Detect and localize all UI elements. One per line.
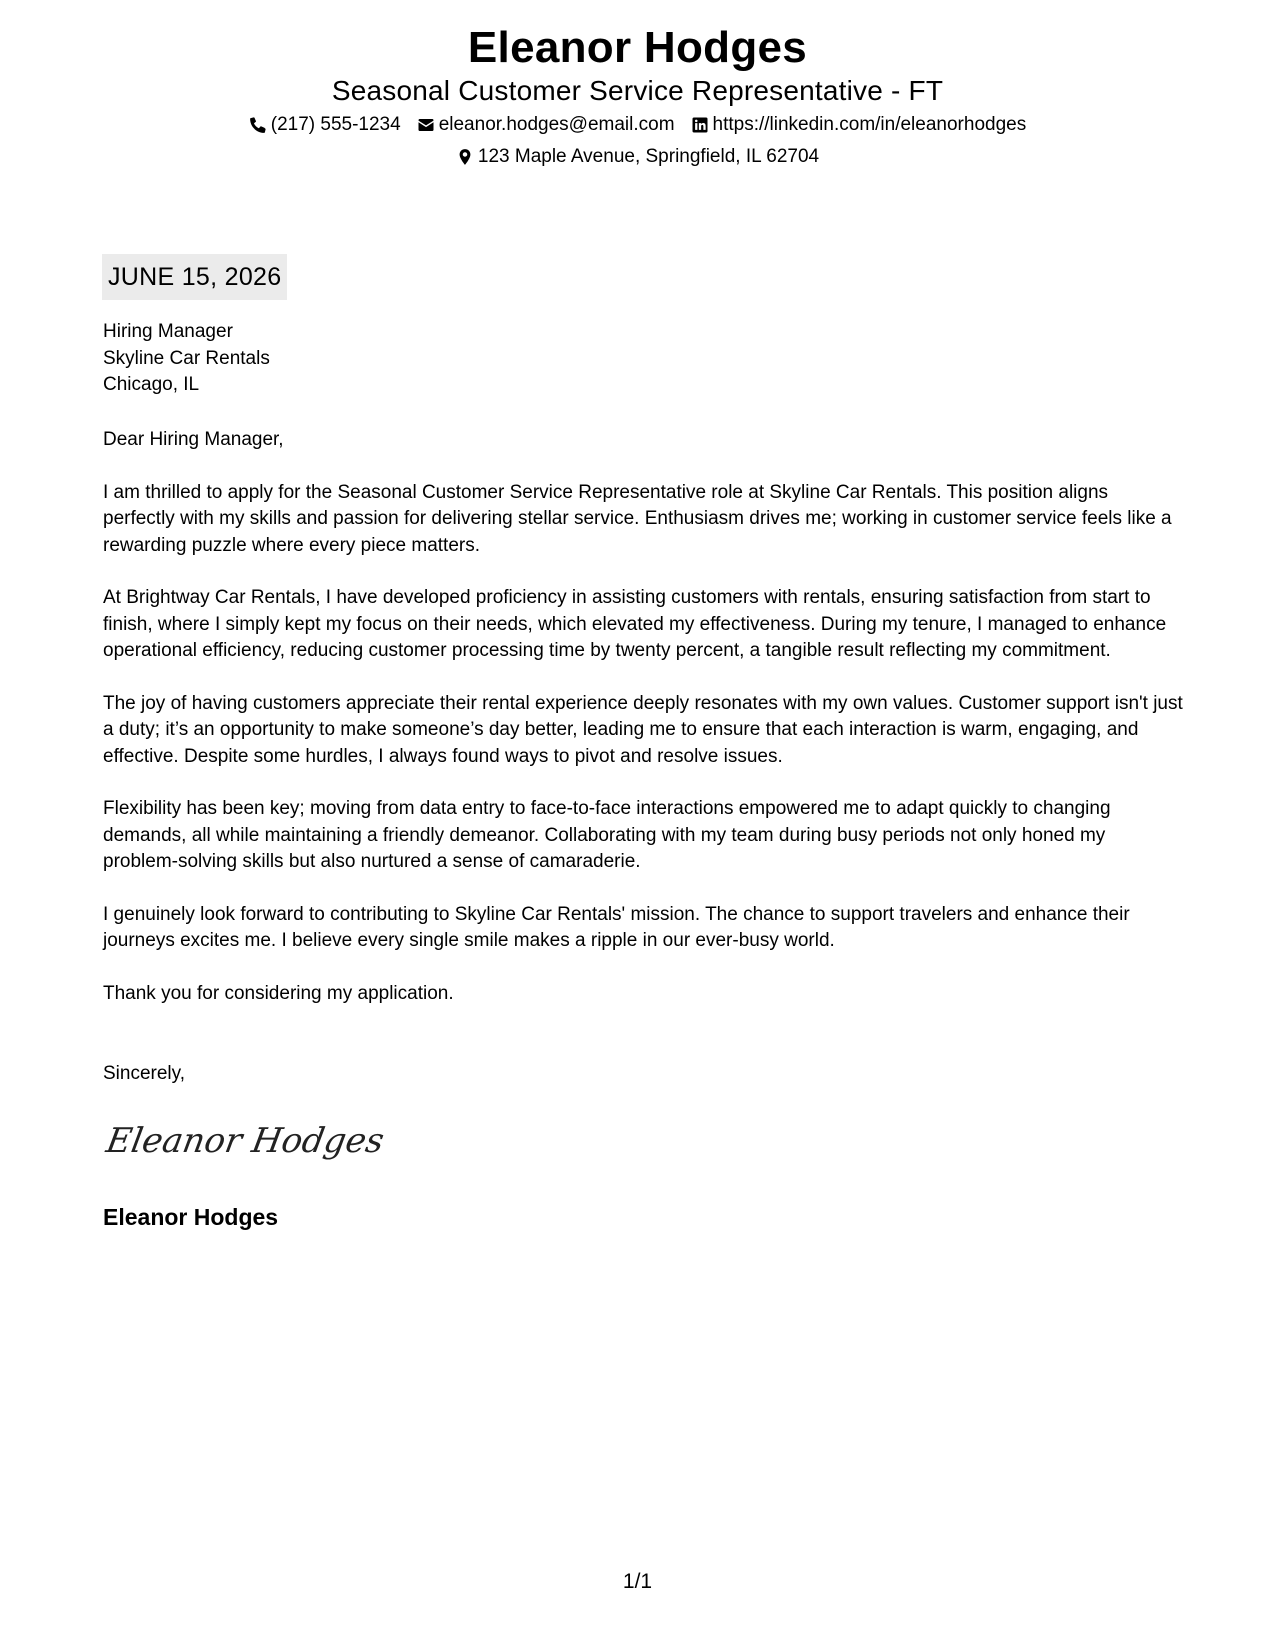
applicant-name: Eleanor Hodges [467,23,808,72]
paragraph-values: The joy of having customers appreciate their rental experience deeply resonates with my own values. Customer support isn't just a duty; it’s an opportunity to make someone’s day better, leading me to ensure that each interaction is warm, engaging, and effective. Despite some hurdles, I always found ways to pivot and resolve issues. [103,692,1183,767]
linkedin-icon [691,116,709,134]
handwritten-signature [103,1112,388,1168]
recipient-company: Skyline Car Rentals [103,347,270,369]
paragraph-intro: I am thrilled to apply for the Seasonal Customer Service Representative role at Skyline Car Rentals. This position aligns perfectly with my skills and passion for delivering stellar service. Enthusiasm drives me; working in customer service feels like a rewarding puzzle where every piece matters. [103,481,1172,556]
letter-date: JUNE 15, 2026 [102,254,287,300]
page-number: 1/1 [622,1570,653,1593]
address-row [0,144,1275,170]
linkedin-url: https://linkedin.com/in/eleanorhodges [712,114,1027,135]
recipient-block [103,319,270,399]
contact-email[interactable] [417,112,675,138]
signature-text: Eleanor Hodges [103,1121,388,1161]
closing: Sincerely, [103,1063,186,1084]
signer-name: Eleanor Hodges [103,1204,279,1230]
salutation: Dear Hiring Manager, [103,429,284,450]
recipient-location: Chicago, IL [103,374,200,395]
contact-linkedin[interactable] [691,112,1027,138]
recipient-title: Hiring Manager [103,321,233,342]
envelope-icon [417,116,435,134]
map-pin-icon [456,148,474,166]
contact-row [0,112,1275,138]
street-address: 123 Maple Avenue, Springfield, IL 62704 [477,146,820,167]
paragraph-thanks: Thank you for considering my application. [103,982,454,1004]
email-address: eleanor.hodges@email.com [438,114,675,135]
phone-number: (217) 555-1234 [270,114,401,135]
letter-body [103,427,1183,1033]
contact-phone[interactable] [249,112,401,138]
contact-address [456,144,819,170]
letter-header [0,22,1275,170]
paragraph-flexibility: Flexibility has been key; moving from data entry to face-to-face interactions empowered me to adapt quickly to changing demands, all while maintaining a friendly demeanor. Collaborating with my team during busy periods not only honed my problem-solving skills but also nurtured a sense of camaraderie. [103,798,1111,872]
paragraph-experience: At Brightway Car Rentals, I have developed proficiency in assisting customers with rentals, ensuring satisfaction from start to finish, where I simply kept my focus on their needs, which elevated my effectiveness. During my tenure, I managed to enhance operational efficiency, reducing customer processing time by twenty percent, a tangible result reflecting my commitment. [103,587,1167,661]
job-title: Seasonal Customer Service Representative - FT [331,75,944,106]
phone-icon [249,116,267,134]
paragraph-mission: I genuinely look forward to contributing to Skyline Car Rentals' mission. The chance to support travelers and enhance their journeys excites me. I believe every single smile makes a ripple in our ever-busy world. [103,903,1130,951]
